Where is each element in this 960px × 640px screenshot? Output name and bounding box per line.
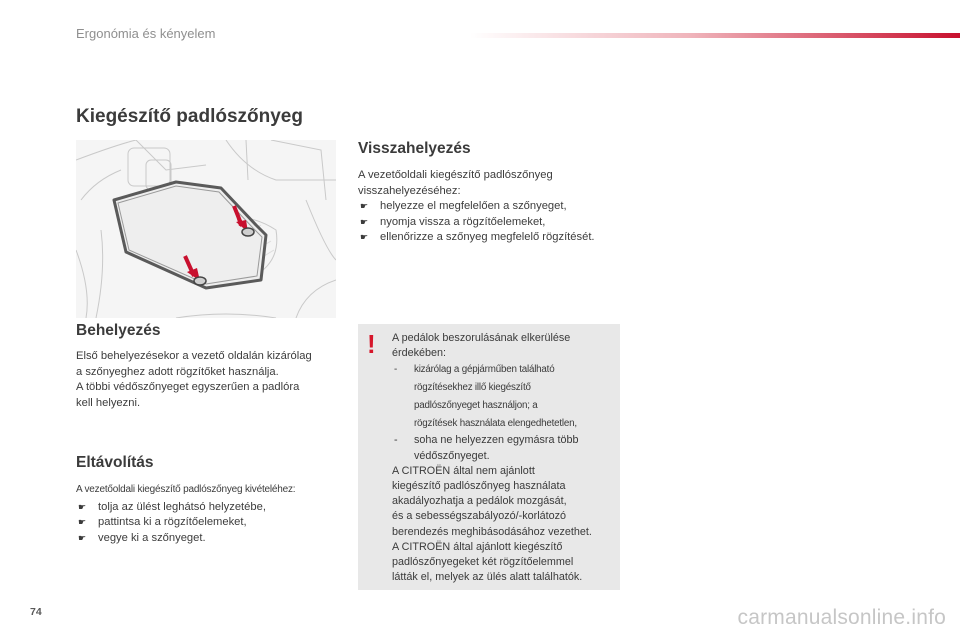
list-item <box>76 500 346 516</box>
warning-dash-item <box>392 433 616 463</box>
list-item-text: pattintsa ki a rögzítőelemeket, <box>98 516 247 528</box>
page-number: 74 <box>30 606 42 618</box>
behelyezes-line: kell helyezni. <box>76 396 141 409</box>
section-behelyezes <box>76 322 346 411</box>
warning-box <box>358 324 620 590</box>
list-item <box>358 199 658 215</box>
visszahelyezes-list <box>358 199 658 246</box>
eltavolitas-list <box>76 500 346 547</box>
behelyezes-line: A többi védőszőnyeget egyszerűen a padlóra <box>76 381 300 393</box>
warning-line: padlószőnyegeket két rögzítőelemmel <box>392 556 574 569</box>
visszahelyezes-intro <box>358 168 658 199</box>
visszahelyezes-intro-line: A vezetőoldali kiegészítő padlószőnyeg <box>358 169 553 181</box>
warning-line: kizárólag a gépjárműben található <box>414 364 555 376</box>
list-item-text: tolja az ülést leghátsó helyzetébe, <box>98 500 266 513</box>
warning-line: A CITROËN által ajánlott kiegészítő <box>392 540 563 553</box>
warning-line: soha ne helyezzen egymásra több <box>414 434 579 447</box>
arrow-bullet-icon: ☛ <box>360 216 369 227</box>
exclamation-icon: ! <box>367 329 376 359</box>
list-item <box>358 215 658 231</box>
list-item-text: vegye ki a szőnyeget. <box>98 531 206 544</box>
warning-dash-item <box>392 361 616 433</box>
list-item <box>76 515 346 531</box>
list-item-text: ellenőrizze a szőnyeg megfelelő rögzítését. <box>380 231 595 243</box>
arrow-bullet-icon: ☛ <box>78 517 87 527</box>
warning-line: rögzítések használata elengedhetetlen, <box>414 418 577 430</box>
list-item-text: nyomja vissza a rögzítőelemeket, <box>380 215 546 228</box>
section-visszahelyezes <box>358 140 658 246</box>
arrow-bullet-icon: ☛ <box>360 201 369 211</box>
arrow-bullet-icon: ☛ <box>78 532 87 543</box>
warning-line: padlószőnyeget használjon; a <box>414 400 538 412</box>
section-eltavolitas <box>76 454 346 546</box>
warning-line: látták el, melyek az ülés alatt találhatók. <box>392 571 583 584</box>
header-section-label: Ergonómia és kényelem <box>76 26 216 41</box>
list-item <box>76 531 346 547</box>
list-item <box>358 230 658 246</box>
page-title: Kiegészítő padlószőnyeg <box>76 106 303 127</box>
header-accent-bar <box>470 33 960 38</box>
behelyezes-text <box>76 349 346 411</box>
arrow-bullet-icon: ☛ <box>78 501 87 512</box>
warning-line: és a sebességszabályozó/-korlátozó <box>392 510 567 523</box>
warning-line: berendezés meghibásodásához vezethet. <box>392 525 592 538</box>
behelyezes-title: Behelyezés <box>76 322 161 339</box>
warning-line: rögzítésekhez illő kiegészítő <box>414 382 531 394</box>
behelyezes-line: Első behelyezésekor a vezető oldalán kizárólag <box>76 350 312 362</box>
warning-text <box>392 331 616 585</box>
warning-line: kiegészítő padlószőnyeg használata <box>392 480 566 493</box>
list-item-text: helyezze el megfelelően a szőnyeget, <box>380 200 567 212</box>
dash-bullet-icon: - <box>394 364 398 376</box>
floor-mat-illustration <box>76 140 336 318</box>
visszahelyezes-intro-line: visszahelyezéséhez: <box>358 184 461 197</box>
watermark: carmanualsonline.info <box>737 606 946 629</box>
warning-line: érdekében: <box>392 347 447 360</box>
visszahelyezes-title: Visszahelyezés <box>358 140 471 157</box>
warning-line: A CITROËN által nem ajánlott <box>392 464 535 477</box>
warning-line: akadályozhatja a pedálok mozgását, <box>392 495 567 508</box>
eltavolitas-title: Eltávolítás <box>76 454 154 471</box>
warning-line: védőszőnyeget. <box>414 449 490 462</box>
eltavolitas-intro: A vezetőoldali kiegészítő padlószőnyeg kivételéhez: <box>76 484 296 495</box>
dash-bullet-icon: - <box>394 434 398 447</box>
arrow-bullet-icon: ☛ <box>360 232 369 242</box>
warning-line: A pedálok beszorulásának elkerülése <box>392 332 571 344</box>
behelyezes-line: a szőnyeghez adott rögzítőket használja. <box>76 365 279 378</box>
